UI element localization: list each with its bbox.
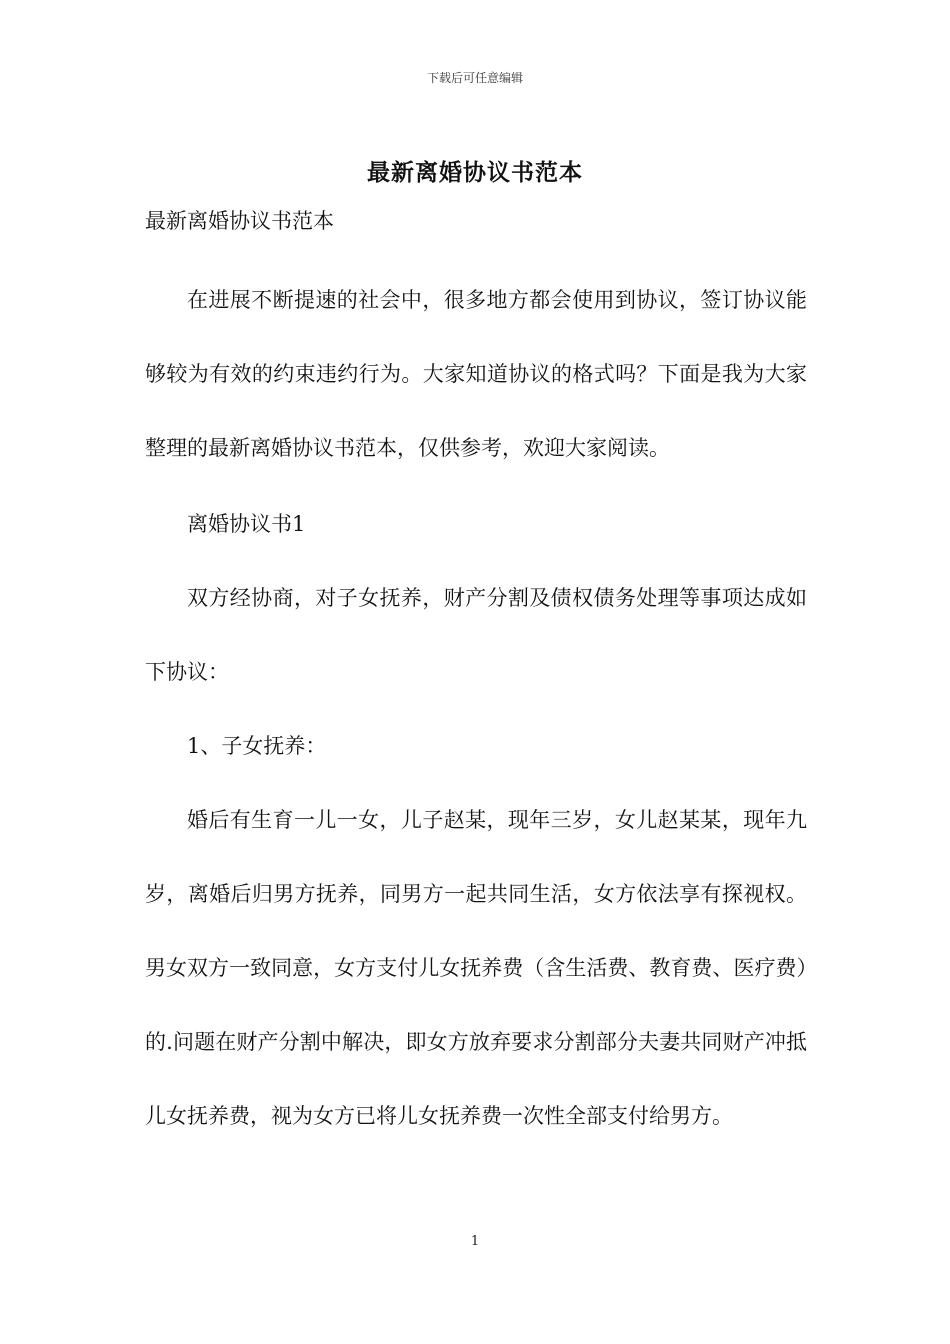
paragraph-section-heading: 离婚协议书1 [187,512,306,536]
paragraph-item-heading: 1、子女抚养： [187,734,327,758]
document-subtitle: 最新离婚协议书范本 [145,209,334,233]
paragraph-agreement: 双方经协商，对子女抚养，财产分割及债权债务处理等事项达成如下协议： [145,586,807,684]
page-header: 下载后可任意编辑 [426,71,523,85]
paragraph-child-custody: 婚后有生育一儿一女，儿子赵某，现年三岁，女儿赵某某，现年九岁，离婚后归男方抚养，同男方一起共同生活，女方依法享有探视权。男女双方一致同意，女方支付儿女抚养费（含生活费、教育费、医疗费）的.问题在财产分割中解决，即女方放弃要求分割部分夫妻共同财产冲抵儿女抚养费，视为女方已将儿女抚养费一次性全部支付给男方。 [145,808,807,1128]
document-title: 最新离婚协议书范本 [367,159,583,186]
paragraph-intro: 在进展不断提速的社会中，很多地方都会使用到协议，签订协议能够较为有效的约束违约行为。大家知道协议的格式吗？下面是我为大家整理的最新离婚协议书范本，仅供参考，欢迎大家阅读。 [145,288,807,460]
page-number: 1 [470,1234,480,1249]
